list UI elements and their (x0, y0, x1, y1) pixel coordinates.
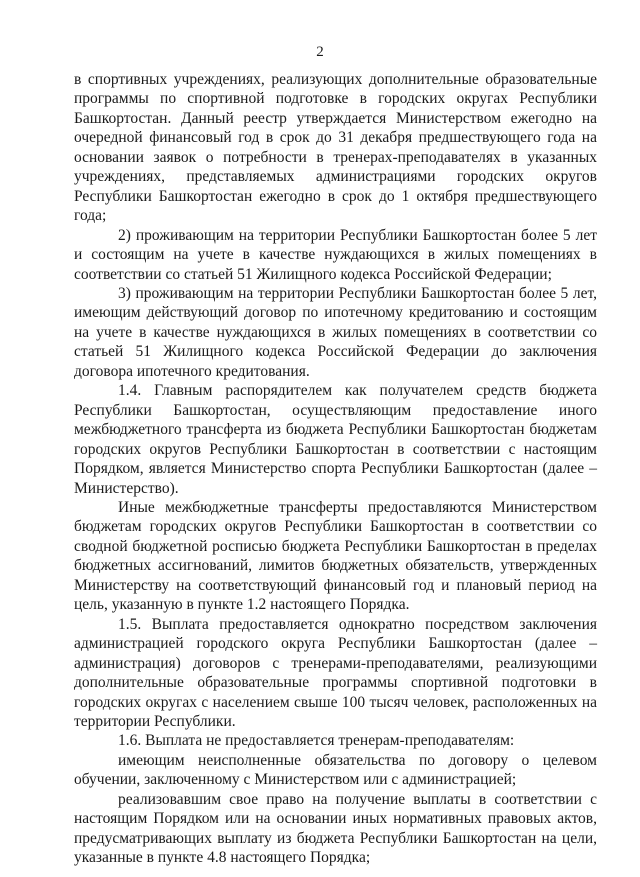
paragraph: 2) проживающим на территории Республики Башкортостан более 5 лет и состоящим на учете в качестве нуждающихся в жилых помещениях в соответствии со статьей 51 Жилищного кодекса Российской Федерации; (74, 226, 597, 283)
paragraph: 1.4. Главным распорядителем как получателем средств бюджета Республики Башкортостан, осуществляющим предоставление иного межбюджетного трансферта из бюджета Республики Башкортостан бюджетам городских округов Республики Башкортостан в соответствии с настоящим Порядком, является Министерство спорта Республики Башкортостан (далее – Министерство). (74, 382, 597, 497)
paragraph: 3) проживающим на территории Республики Башкортостан более 5 лет, имеющим действующий договор по ипотечному кредитованию и состоящим на учете в качестве нуждающихся в жилых помещениях в соответствии со статьей 51 Жилищного кодекса Российской Федерации до заключения договора ипотечного кредитования. (74, 284, 597, 380)
paragraph: Иные межбюджетные трансферты предоставляются Министерством бюджетам городских округов Республики Башкортостан в соответствии со сводной бюджетной росписью бюджета Республики Башкортостан в пределах бюджетных ассигнований, лимитов бюджетных обязательств, утвержденных Министерству на соответствующий финансовый год и плановый период на цель, указанную в пункте 1.2 настоящего Порядка. (74, 498, 597, 614)
page-number: 2 (316, 44, 324, 60)
paragraph: имеющим неисполненные обязательства по договору о целевом обучении, заключенному с Министерством или с администрацией; (74, 751, 597, 789)
paragraph: в спортивных учреждениях, реализующих дополнительные образовательные программы по спортивной подготовке в городских округах Республики Башкортостан. Данный реестр утверждается Министерством ежегодно на очередной финансовый год в срок до 31 декабря предшествующего года на основании заявок о потребности в тренерах-преподавателях в указанных учреждениях, представляемых администрациями городских округов Республики Башкортостан ежегодно в срок до 1 октября предшествующего года; (74, 71, 597, 225)
paragraph: 1.5. Выплата предоставляется однократно посредством заключения администрацией городского округа Республики Башкортостан (далее – администрация) договоров с тренерами-преподавателями, реализующими дополнительные образовательные программы спортивной подготовки в городских округах с населением свыше 100 тысяч человек, расположенных на территории Республики. (74, 615, 597, 730)
document-body (74, 70, 597, 868)
paragraph: 1.6. Выплата не предоставляется тренерам-преподавателям: (118, 732, 515, 750)
paragraph: реализовавшим свое право на получение выплаты в соответствии с настоящим Порядком или на основании иных нормативных правовых актов, предусматривающих выплату из бюджета Республики Башкортостан на цели, указанные в пункте 4.8 настоящего Порядка; (74, 790, 597, 867)
